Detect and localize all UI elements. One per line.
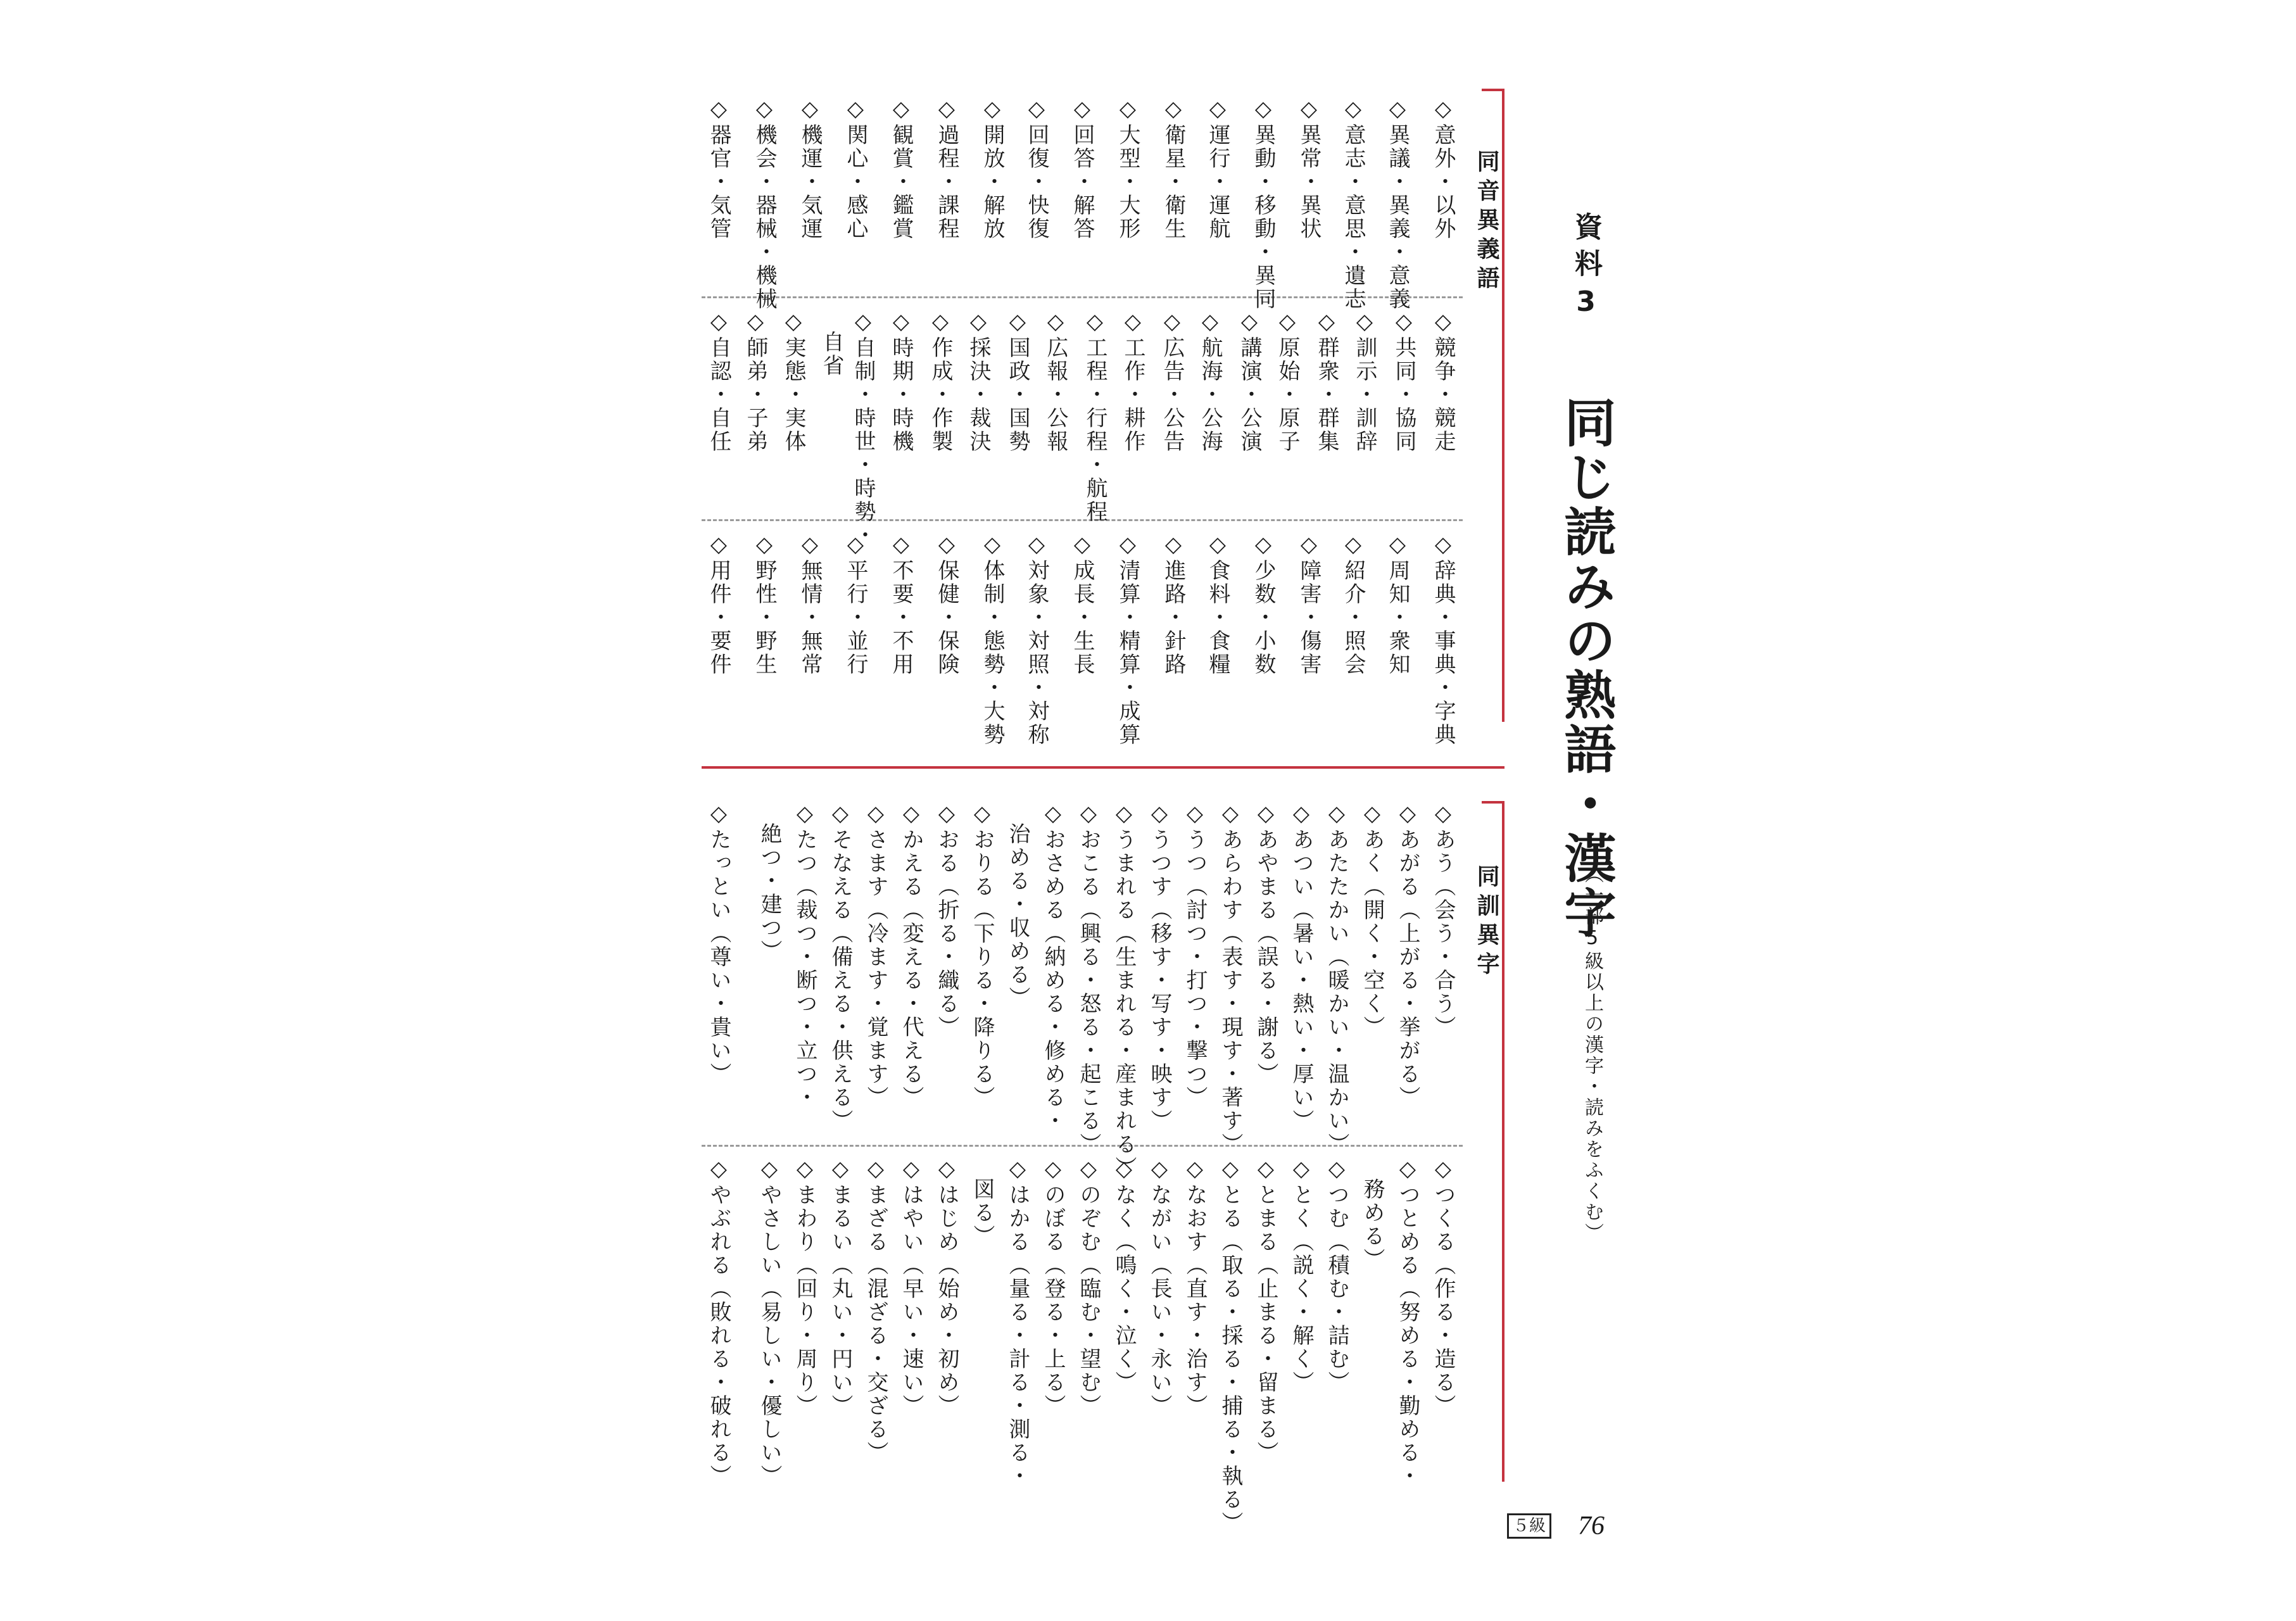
list-item: ◇周知・衆知: [1385, 532, 1410, 676]
doon-heading-tick: [1482, 89, 1503, 91]
list-item: ◇講演・公演: [1237, 309, 1262, 453]
grade-badge: ５級: [1507, 1513, 1551, 1539]
list-item: ◇はかる（量る・計る・測る・: [1005, 1156, 1030, 1488]
list-item: 図る）: [969, 1178, 995, 1248]
page-number: 76: [1578, 1511, 1605, 1541]
list-item: ◇おる（折る・織る）: [934, 801, 959, 1039]
list-item: ◇紹介・照会: [1340, 532, 1366, 676]
list-item: ◇つくる（作る・造る）: [1430, 1156, 1456, 1418]
list-item: ◇進路・針路: [1161, 532, 1186, 676]
list-item: ◇大型・大形: [1115, 96, 1140, 241]
list-item: 自省: [819, 331, 844, 377]
list-item: ◇さます（冷ます・覚ます）: [863, 801, 888, 1109]
list-item: ◇おこる（興る・怒る・起こる）: [1076, 801, 1101, 1156]
list-item: ◇航海・公海: [1197, 309, 1223, 453]
list-item: ◇異動・移動・異同: [1251, 96, 1276, 311]
list-item: ◇なく（鳴く・泣く）: [1111, 1156, 1137, 1394]
list-item: ◇はやい（早い・速い）: [899, 1156, 924, 1418]
list-item: ◇まざる（混ざる・交ざる）: [863, 1156, 888, 1465]
list-item: ◇広報・公報: [1043, 309, 1068, 453]
list-item: ◇異議・異義・意義: [1385, 96, 1410, 311]
list-item: ◇異常・異状: [1296, 96, 1321, 241]
list-item: ◇はじめ（始め・初め）: [934, 1156, 959, 1418]
list-item: ◇採決・裁決: [966, 309, 991, 453]
list-item: ◇広告・公告: [1159, 309, 1185, 453]
list-item: ◇そなえる（備える・供える）: [828, 801, 853, 1133]
list-item: ◇用件・要件: [706, 532, 731, 676]
material-label: 資料3: [1570, 212, 1602, 327]
list-item: ◇意志・意思・遺志: [1340, 96, 1366, 311]
list-item: ◇少数・小数: [1251, 532, 1276, 676]
list-item: ◇かえる（変える・代える）: [899, 801, 924, 1109]
list-item: ◇あう（会う・合う）: [1430, 801, 1456, 1039]
list-item: ◇まるい（丸い・円い）: [828, 1156, 853, 1418]
list-item: ◇うつ（討つ・打つ・撃つ）: [1182, 801, 1208, 1109]
list-item: ◇成長・生長: [1069, 532, 1095, 676]
list-item: ◇自認・自任: [706, 309, 731, 453]
list-item: ◇機会・器械・機械: [752, 96, 777, 311]
list-item: ◇意外・以外: [1430, 96, 1456, 241]
list-item: ◇師弟・子弟: [743, 309, 768, 453]
list-item: ◇訓示・訓辞: [1352, 309, 1377, 453]
list-item: ◇おりる（下りる・降りる）: [969, 801, 995, 1109]
list-item: ◇なおす（直す・治す）: [1182, 1156, 1208, 1418]
list-item: 治める・収める）: [1005, 823, 1030, 1010]
dokun-heading: 同訓異字: [1473, 864, 1499, 981]
list-item: ◇作成・作製: [928, 309, 953, 453]
list-item: ◇障害・傷害: [1296, 532, 1321, 676]
list-item: ◇たっとい（尊い・貴い）: [706, 801, 731, 1086]
list-item: ◇競争・競走: [1430, 309, 1456, 453]
list-item: ◇辞典・事典・字典: [1430, 532, 1456, 747]
list-item: 絶つ・建つ）: [757, 823, 782, 963]
list-item: ◇とく（説く・解く）: [1289, 1156, 1314, 1394]
list-item: ◇実態・実体: [781, 309, 806, 453]
list-item: ◇時期・時機: [888, 309, 914, 453]
list-item: ◇回復・快復: [1024, 96, 1049, 241]
dokun-heading-tick: [1482, 801, 1503, 804]
list-item: ◇運行・運航: [1205, 96, 1230, 241]
page-title: 同じ読みの熟語・漢字: [1556, 396, 1616, 940]
list-item: ◇たつ（裁つ・断つ・立つ・: [792, 801, 817, 1109]
list-item: ◇体制・態勢・大勢: [980, 532, 1005, 747]
list-item: ◇保健・保険: [934, 532, 959, 676]
list-item: ◇平行・並行: [843, 532, 868, 676]
list-item: ◇機運・気運: [797, 96, 823, 241]
list-item: ◇器官・気管: [706, 96, 731, 241]
list-item: ◇回答・解答: [1069, 96, 1095, 241]
doon-heading: 同音異義語: [1473, 149, 1499, 295]
list-item: ◇共同・協同: [1391, 309, 1416, 453]
list-item: ◇自制・時世・時勢・: [850, 309, 876, 547]
list-item: 務める）: [1359, 1178, 1385, 1271]
list-item: ◇あやまる（誤る・謝る）: [1253, 801, 1278, 1086]
list-item: ◇とまる（止まる・留まる）: [1253, 1156, 1278, 1465]
list-item: ◇関心・感心: [843, 96, 868, 241]
list-item: ◇おさめる（納める・修める・: [1040, 801, 1066, 1133]
list-item: ◇原始・原子: [1275, 309, 1300, 453]
list-item: ◇つむ（積む・詰む）: [1324, 1156, 1349, 1394]
list-item: ◇開放・解放: [980, 96, 1005, 241]
list-item: ◇あらわす（表す・現す・著す）: [1218, 801, 1243, 1156]
list-item: ◇過程・課程: [934, 96, 959, 241]
list-item: ◇うまれる（生まれる・産まれる）: [1111, 801, 1137, 1180]
list-item: ◇あく（開く・空く）: [1359, 801, 1385, 1039]
list-item: ◇不要・不用: [888, 532, 914, 676]
list-item: ◇うつす（移す・写す・映す）: [1147, 801, 1172, 1133]
list-item: ◇衛星・衛生: [1161, 96, 1186, 241]
list-item: ◇工程・行程・航程: [1082, 309, 1107, 524]
list-item: ◇あがる（上がる・挙がる）: [1395, 801, 1420, 1109]
list-item: ◇あたたかい（暖かい・温かい）: [1324, 801, 1349, 1156]
list-item: ◇あつい（暑い・熱い・厚い）: [1289, 801, 1314, 1133]
list-item: ◇工作・耕作: [1120, 309, 1145, 453]
list-item: ◇ながい（長い・永い）: [1147, 1156, 1172, 1418]
list-item: ◇まわり（回り・周り）: [792, 1156, 817, 1418]
list-item: ◇やぶれる（敗れる・破れる）: [706, 1156, 731, 1488]
list-item: ◇無情・無常: [797, 532, 823, 676]
list-item: ◇とる（取る・採る・捕る・執る）: [1218, 1156, 1243, 1535]
page-subtitle: （一部5級以上の漢字・読みをふくむ）: [1581, 864, 1603, 1244]
list-item: ◇のぼる（登る・上る）: [1040, 1156, 1066, 1418]
list-item: ◇群衆・群集: [1314, 309, 1339, 453]
list-item: ◇つとめる（努める・勤める・: [1395, 1156, 1420, 1488]
list-item: ◇清算・精算・成算: [1115, 532, 1140, 747]
list-item: ◇野性・野生: [752, 532, 777, 676]
list-item: ◇国政・国勢: [1005, 309, 1030, 453]
list-item: ◇やさしい（易しい・優しい）: [757, 1156, 782, 1488]
list-item: ◇のぞむ（臨む・望む）: [1076, 1156, 1101, 1418]
list-item: ◇食料・食糧: [1205, 532, 1230, 676]
list-item: ◇観賞・鑑賞: [888, 96, 914, 241]
section-divider: [702, 766, 1504, 769]
list-item: ◇対象・対照・対称: [1024, 532, 1049, 747]
